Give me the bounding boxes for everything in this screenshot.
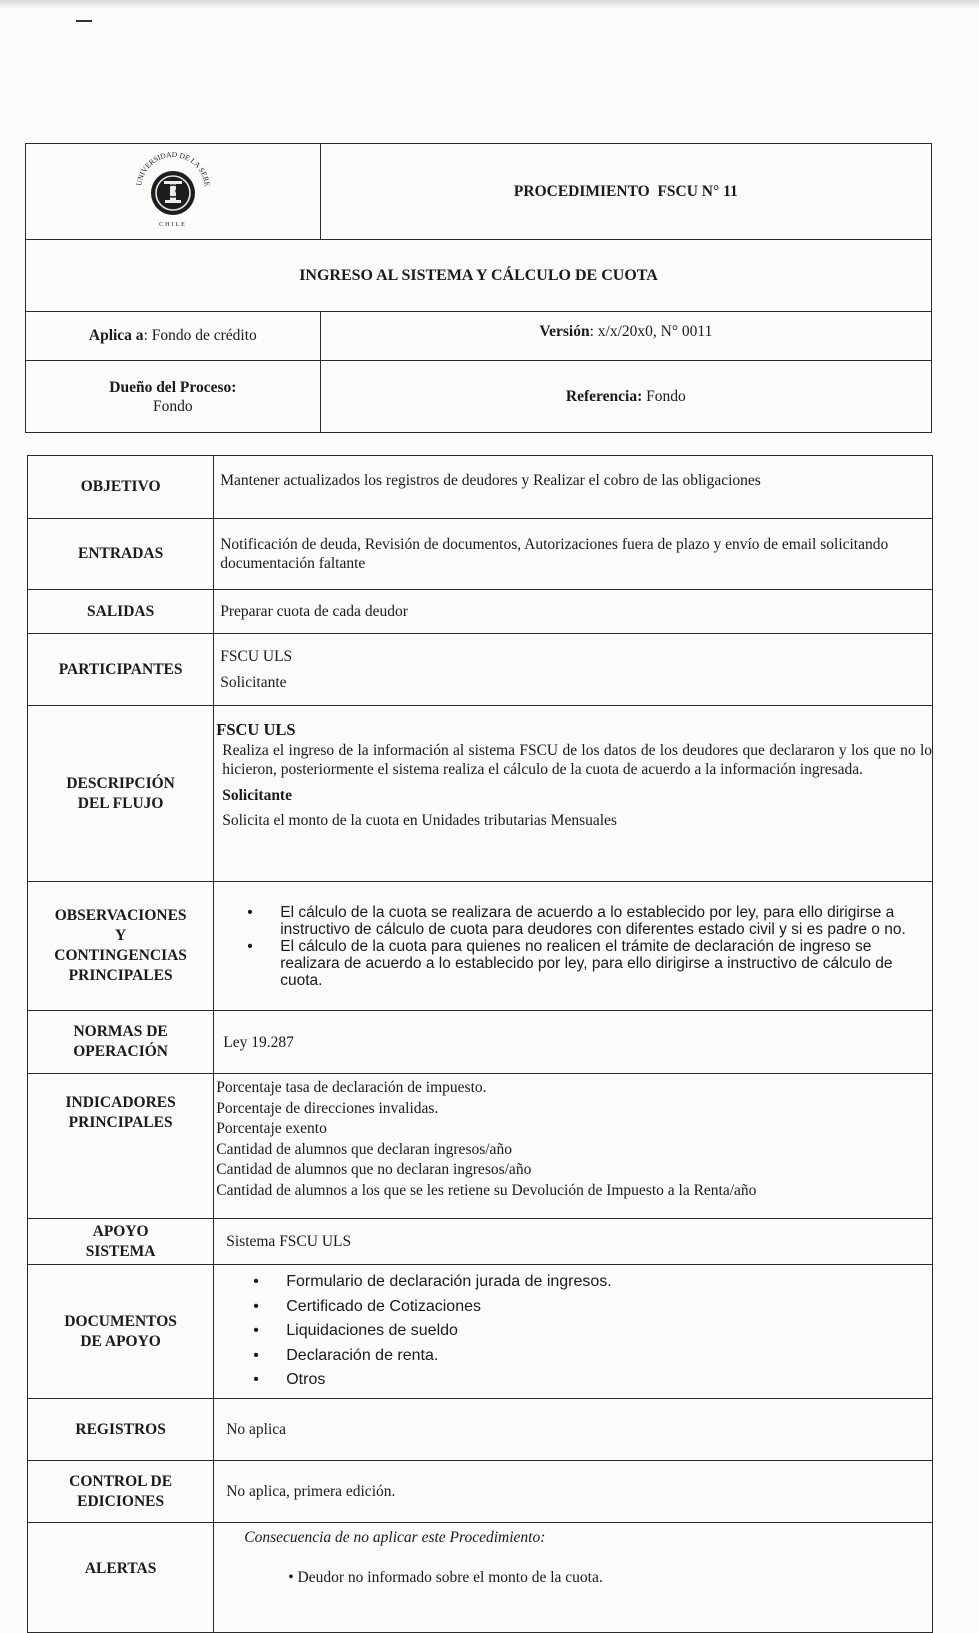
procedure-table — [27, 455, 933, 1633]
version-value: : x/x/20x0, N° 0011 — [589, 323, 713, 340]
observaciones-label-line: PRINCIPALES — [68, 967, 173, 984]
observaciones-label-line: Y — [115, 927, 127, 944]
indicadores-label — [28, 1074, 214, 1219]
documentos-label-line: DE APOYO — [80, 1332, 161, 1350]
indicadores-list — [214, 1074, 933, 1219]
row-participantes — [28, 634, 933, 706]
control-label — [28, 1461, 214, 1523]
observation-item: • El cálculo de la cuota para quienes no realicen el trámite de declaración de ingreso se realizara de acuerdo a lo establecido por ley, para ello dirigirse a instructivo de cálculo de cuota. — [280, 938, 930, 989]
owner-value: Fondo — [153, 397, 193, 415]
observaciones-label-line: CONTINGENCIAS — [54, 947, 187, 964]
control-label-line: CONTROL DE — [69, 1472, 173, 1490]
indicator-item: Cantidad de alumnos a los que se les retiene su Devolución de Impuesto a la Renta/año — [216, 1181, 757, 1199]
descripcion-content — [214, 706, 933, 882]
version-label: Versión — [539, 323, 590, 340]
observation-item: • El cálculo de la cuota se realizara de acuerdo a lo establecido por ley, para ello dirigirse a instructivo de cálculo de cuota para deudores con diferentes estado civil y si es padre o no. — [280, 904, 930, 938]
participantes-label: PARTICIPANTES — [28, 634, 214, 706]
indicator-item: Cantidad de alumnos que no declaran ingresos/año — [216, 1161, 532, 1178]
document-item: • Declaración de renta. — [286, 1344, 926, 1369]
document-item: • Formulario de declaración jurada de ingresos. — [286, 1270, 926, 1295]
svg-text:CHILE: CHILE — [158, 222, 187, 228]
applies-to-value: : Fondo de crédito — [143, 327, 257, 344]
indicator-item: Porcentaje de direcciones invalidas. — [216, 1099, 439, 1117]
entradas-text: Notificación de deuda, Revisión de documentos, Autorizaciones fuera de plazo y envío de email solicitando documentación faltante — [214, 519, 933, 590]
descripcion-text-fscu: Realiza el ingreso de la información al sistema FSCU de los datos de los deudores que declararon y los que no lo hicieron, posteriormente el sistema realiza el cálculo de la cuota de acuerdo a la información ingresada. — [222, 742, 932, 778]
svg-text:UNIVERSIDAD DE LA SERENA: UNIVERSIDAD DE LA SERE — [133, 149, 212, 187]
indicadores-label-line: PRINCIPALES — [68, 1114, 173, 1131]
documentos-content — [214, 1265, 933, 1399]
row-normas — [28, 1011, 933, 1074]
reference-label: Referencia: — [565, 387, 643, 405]
descripcion-label-line: DESCRIPCIÓN — [66, 774, 175, 792]
scan-mark — [76, 20, 92, 22]
observaciones-label — [28, 882, 214, 1011]
row-apoyo — [28, 1219, 933, 1265]
observaciones-label-line: OBSERVACIONES — [54, 907, 187, 924]
objetivo-text: Mantener actualizados los registros de deudores y Realizar el cobro de las obligaciones — [214, 456, 933, 519]
participant-item: Solicitante — [220, 673, 287, 691]
owner-cell — [26, 361, 321, 433]
row-objetivo — [28, 456, 933, 519]
university-seal-logo — [123, 149, 223, 229]
applies-to-label: Aplica a — [88, 327, 144, 344]
row-indicadores — [28, 1074, 933, 1219]
header-table — [25, 143, 932, 433]
normas-label-line: NORMAS DE — [73, 1023, 168, 1040]
normas-label — [28, 1011, 214, 1074]
documentos-label — [28, 1265, 214, 1399]
indicator-item: Cantidad de alumnos que declaran ingresos/año — [216, 1140, 512, 1158]
apoyo-label-line: SISTEMA — [85, 1242, 156, 1260]
entradas-label: ENTRADAS — [28, 519, 214, 590]
indicator-item: Porcentaje exento — [216, 1120, 327, 1137]
descripcion-text-solicitante: Solicita el monto de la cuota en Unidades tributarias Mensuales — [222, 812, 617, 829]
document-item: • Liquidaciones de sueldo — [286, 1319, 926, 1344]
reference-value: Fondo — [646, 387, 686, 405]
apoyo-label — [28, 1219, 214, 1265]
row-documentos — [28, 1265, 933, 1399]
salidas-text: Preparar cuota de cada deudor — [214, 590, 933, 634]
indicadores-label-line: INDICADORES — [65, 1094, 176, 1111]
row-salidas — [28, 590, 933, 634]
page-top-edge — [0, 0, 979, 8]
normas-label-line: OPERACIÓN — [73, 1043, 168, 1060]
document-title: INGRESO AL SISTEMA Y CÁLCULO DE CUOTA — [26, 240, 932, 312]
participantes-list — [214, 634, 933, 706]
descripcion-label-line: DEL FLUJO — [77, 794, 164, 812]
row-entradas — [28, 519, 933, 590]
participant-item: FSCU ULS — [220, 647, 293, 665]
descripcion-heading-solicitante: Solicitante — [222, 787, 292, 804]
logo-cell — [26, 144, 321, 240]
alertas-content — [214, 1523, 933, 1633]
apoyo-label-line: APOYO — [92, 1222, 149, 1240]
row-descripcion — [28, 706, 933, 882]
registros-text: No aplica — [214, 1399, 933, 1461]
document-item: • Certificado de Cotizaciones — [286, 1295, 926, 1320]
descripcion-heading-fscu: FSCU ULS — [216, 720, 296, 739]
alertas-item: • Deudor no informado sobre el monto de la cuota. — [288, 1569, 603, 1586]
descripcion-label — [28, 706, 214, 882]
row-control — [28, 1461, 933, 1523]
normas-text: Ley 19.287 — [214, 1011, 933, 1074]
indicator-item: Porcentaje tasa de declaración de impuesto. — [216, 1079, 487, 1096]
owner-label: Dueño del Proceso: — [109, 378, 237, 396]
salidas-label: SALIDAS — [28, 590, 214, 634]
documentos-label-line: DOCUMENTOS — [64, 1312, 177, 1330]
alertas-intro: Consecuencia de no aplicar este Procedimiento: — [244, 1529, 546, 1546]
apoyo-text: Sistema FSCU ULS — [214, 1219, 933, 1265]
row-observaciones — [28, 882, 933, 1011]
applies-to-cell — [26, 312, 321, 361]
objetivo-label: OBJETIVO — [28, 456, 214, 519]
observaciones-content — [214, 882, 933, 1011]
reference-cell — [320, 361, 931, 433]
document-item: • Otros — [286, 1368, 926, 1393]
version-cell — [320, 312, 931, 361]
alertas-label: ALERTAS — [28, 1523, 214, 1633]
control-text: No aplica, primera edición. — [214, 1461, 933, 1523]
procedure-title: PROCEDIMIENTO FSCU N° 11 — [320, 144, 931, 240]
row-alertas — [28, 1523, 933, 1633]
registros-label: REGISTROS — [28, 1399, 214, 1461]
control-label-line: EDICIONES — [77, 1492, 165, 1510]
row-registros — [28, 1399, 933, 1461]
